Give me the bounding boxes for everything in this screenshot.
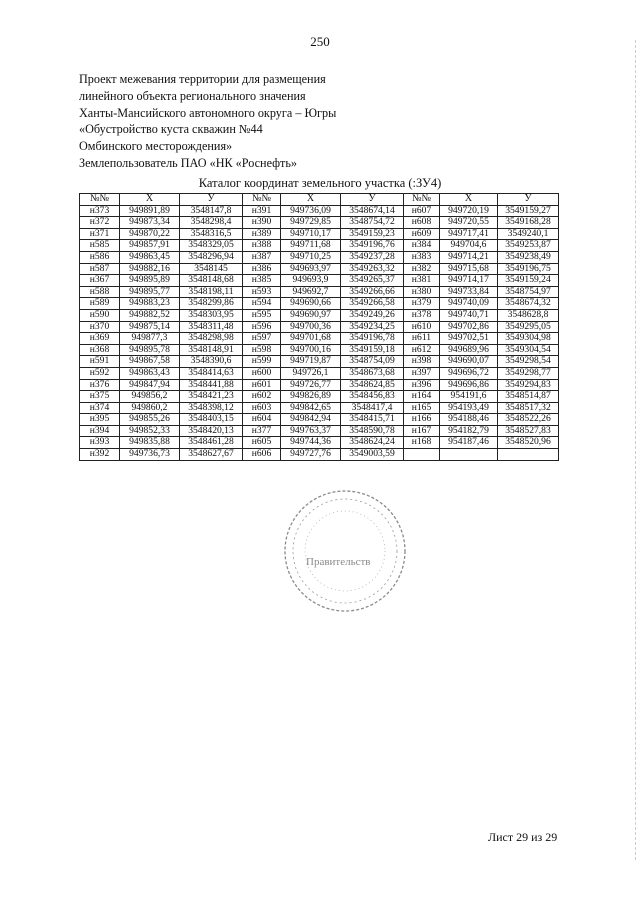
- table-cell: 3548624,24: [341, 437, 404, 449]
- table-cell: 3548421,23: [180, 391, 243, 403]
- table-cell: 949690,07: [440, 356, 498, 368]
- table-cell: 3549159,23: [341, 228, 404, 240]
- table-cell: 949883,23: [120, 298, 180, 310]
- table-cell: н370: [80, 321, 120, 333]
- table-cell: н381: [404, 275, 440, 287]
- table-cell: [498, 449, 559, 461]
- table-cell: н377: [243, 425, 281, 437]
- table-cell: 949857,91: [120, 240, 180, 252]
- table-cell: 3549266,66: [341, 286, 404, 298]
- table-cell: 949863,43: [120, 367, 180, 379]
- table-cell: н380: [404, 286, 440, 298]
- table-row: [80, 251, 559, 263]
- table-cell: 949726,1: [281, 367, 341, 379]
- table-cell: 949696,72: [440, 367, 498, 379]
- table-cell: н610: [404, 321, 440, 333]
- table-cell: 949895,78: [120, 344, 180, 356]
- table-cell: н168: [404, 437, 440, 449]
- table-cell: н602: [243, 391, 281, 403]
- table-cell: 3549196,75: [498, 263, 559, 275]
- table-cell: 949891,89: [120, 205, 180, 217]
- table-cell: 949842,94: [281, 414, 341, 426]
- table-cell: 3548674,32: [498, 298, 559, 310]
- table-cell: н612: [404, 344, 440, 356]
- table-cell: 949855,26: [120, 414, 180, 426]
- table-cell: 3549159,24: [498, 275, 559, 287]
- table-cell: 949882,16: [120, 263, 180, 275]
- table-cell: 3548303,95: [180, 309, 243, 321]
- table-cell: 3548754,09: [341, 356, 404, 368]
- table-cell: 3549266,58: [341, 298, 404, 310]
- seal-text: Правительств: [306, 556, 371, 568]
- table-cell: н389: [243, 228, 281, 240]
- table-cell: 3548390,6: [180, 356, 243, 368]
- table-cell: 949736,09: [281, 205, 341, 217]
- table-cell: 3548527,83: [498, 425, 559, 437]
- table-cell: 949710,25: [281, 251, 341, 263]
- table-cell: н166: [404, 414, 440, 426]
- table-cell: 3548148,91: [180, 344, 243, 356]
- table-cell: н165: [404, 402, 440, 414]
- table-cell: н379: [404, 298, 440, 310]
- table-cell: 954187,46: [440, 437, 498, 449]
- table-cell: 949720,19: [440, 205, 498, 217]
- table-cell: н590: [80, 309, 120, 321]
- table-cell: 3548456,83: [341, 391, 404, 403]
- table-cell: 3549294,83: [498, 379, 559, 391]
- table-cell: н393: [80, 437, 120, 449]
- table-caption: Каталог координат земельного участка (:ЗУ4): [198, 176, 442, 190]
- table-cell: н592: [80, 367, 120, 379]
- table-cell: 3548148,68: [180, 275, 243, 287]
- table-cell: 3549249,26: [341, 309, 404, 321]
- table-cell: 954191,6: [440, 391, 498, 403]
- table-cell: 3549253,87: [498, 240, 559, 252]
- table-cell: 949860,2: [120, 402, 180, 414]
- header-line: Омбинского месторождения»: [79, 139, 233, 154]
- table-row: [80, 240, 559, 252]
- table-cell: н372: [80, 217, 120, 229]
- table-cell: 3549003,59: [341, 449, 404, 461]
- table-body: [80, 205, 559, 460]
- table-cell: н600: [243, 367, 281, 379]
- table-cell: 3548415,71: [341, 414, 404, 426]
- page-edge-line: [634, 40, 636, 860]
- table-cell: 949863,45: [120, 251, 180, 263]
- table-cell: 949852,33: [120, 425, 180, 437]
- sheet-label: Лист 29 из 29: [488, 830, 558, 844]
- table-cell: 3548147,8: [180, 205, 243, 217]
- coordinates-table: [79, 193, 559, 461]
- table-cell: 3549196,78: [341, 333, 404, 345]
- table-cell: 3548299,86: [180, 298, 243, 310]
- header-line: Ханты-Мансийского автономного округа – Югры: [79, 105, 337, 120]
- table-cell: 949895,89: [120, 275, 180, 287]
- table-row: [80, 333, 559, 345]
- table-cell: 949835,88: [120, 437, 180, 449]
- table-row: [80, 379, 559, 391]
- seal-stamp: [280, 486, 410, 616]
- table-cell: н596: [243, 321, 281, 333]
- table-cell: 3549168,28: [498, 217, 559, 229]
- table-cell: 949877,3: [120, 333, 180, 345]
- table-cell: 949711,68: [281, 240, 341, 252]
- table-cell: 3548145: [180, 263, 243, 275]
- table-cell: н591: [80, 356, 120, 368]
- table-cell: 954193,49: [440, 402, 498, 414]
- table-cell: 3548754,72: [341, 217, 404, 229]
- table-cell: 3548417,4: [341, 402, 404, 414]
- table-cell: н395: [80, 414, 120, 426]
- table-cell: 3548674,14: [341, 205, 404, 217]
- table-cell: 3548414,63: [180, 367, 243, 379]
- header-line: Проект межевания территории для размещения: [79, 72, 326, 86]
- table-cell: н586: [80, 251, 120, 263]
- table-cell: н593: [243, 286, 281, 298]
- table-cell: н608: [404, 217, 440, 229]
- table-cell: н373: [80, 205, 120, 217]
- page-number: 250: [310, 34, 330, 49]
- table-cell: н371: [80, 228, 120, 240]
- table-cell: н386: [243, 263, 281, 275]
- table-cell: 3549304,98: [498, 333, 559, 345]
- table-cell: 3548441,88: [180, 379, 243, 391]
- table-cell: 3548627,67: [180, 449, 243, 461]
- table-cell: 3549298,54: [498, 356, 559, 368]
- table-cell: н368: [80, 344, 120, 356]
- table-row: [80, 414, 559, 426]
- table-cell: н398: [404, 356, 440, 368]
- table-cell: 3548298,4: [180, 217, 243, 229]
- table-cell: 949727,76: [281, 449, 341, 461]
- table-cell: н587: [80, 263, 120, 275]
- table-cell: 3549263,32: [341, 263, 404, 275]
- table-cell: н384: [404, 240, 440, 252]
- table-cell: 3549159,27: [498, 205, 559, 217]
- table-row: [80, 402, 559, 414]
- table-cell: 3549234,25: [341, 321, 404, 333]
- table-cell: н595: [243, 309, 281, 321]
- table-row: [80, 425, 559, 437]
- table-cell: н605: [243, 437, 281, 449]
- table-row: [80, 205, 559, 217]
- table-row: [80, 344, 559, 356]
- column-header: У: [180, 194, 243, 206]
- column-header: №№: [80, 194, 120, 206]
- table-cell: н383: [404, 251, 440, 263]
- table-cell: 3548522,26: [498, 414, 559, 426]
- table-row: [80, 286, 559, 298]
- table-cell: н387: [243, 251, 281, 263]
- table-row: [80, 449, 559, 461]
- table-cell: 949763,37: [281, 425, 341, 437]
- column-header: У: [498, 194, 559, 206]
- table-cell: н388: [243, 240, 281, 252]
- table-row: [80, 356, 559, 368]
- table-cell: 949867,58: [120, 356, 180, 368]
- table-cell: 949740,09: [440, 298, 498, 310]
- project-header: [79, 71, 499, 172]
- header-line: линейного объекта регионального значения: [79, 88, 306, 103]
- table-cell: н607: [404, 205, 440, 217]
- column-header: №№: [243, 194, 281, 206]
- table-cell: 949842,65: [281, 402, 341, 414]
- table-cell: 3548624,85: [341, 379, 404, 391]
- table-cell: 949873,34: [120, 217, 180, 229]
- column-header: X: [120, 194, 180, 206]
- table-cell: 954188,46: [440, 414, 498, 426]
- table-cell: 949726,77: [281, 379, 341, 391]
- table-cell: 949690,66: [281, 298, 341, 310]
- table-cell: н390: [243, 217, 281, 229]
- table-cell: 3549237,28: [341, 251, 404, 263]
- table-cell: 3549196,76: [341, 240, 404, 252]
- table-cell: 949690,97: [281, 309, 341, 321]
- table-cell: 3548298,98: [180, 333, 243, 345]
- table-cell: н375: [80, 391, 120, 403]
- table-cell: н374: [80, 402, 120, 414]
- table-cell: 3548316,5: [180, 228, 243, 240]
- table-cell: н589: [80, 298, 120, 310]
- table-cell: н585: [80, 240, 120, 252]
- table-cell: 949715,68: [440, 263, 498, 275]
- column-header: У: [341, 194, 404, 206]
- table-cell: н378: [404, 309, 440, 321]
- table-cell: н397: [404, 367, 440, 379]
- table-cell: 949826,89: [281, 391, 341, 403]
- table-cell: 949882,52: [120, 309, 180, 321]
- table-cell: 3548420,13: [180, 425, 243, 437]
- table-cell: 3548398,12: [180, 402, 243, 414]
- table-cell: н164: [404, 391, 440, 403]
- table-row: [80, 228, 559, 240]
- table-cell: н396: [404, 379, 440, 391]
- table-cell: н597: [243, 333, 281, 345]
- table-cell: 3549295,05: [498, 321, 559, 333]
- table-cell: 3548403,15: [180, 414, 243, 426]
- header-line: «Обустройство куста скважин №44: [79, 122, 263, 137]
- table-row: [80, 275, 559, 287]
- table-row: [80, 437, 559, 449]
- table-cell: 949696,86: [440, 379, 498, 391]
- table-cell: 3549265,37: [341, 275, 404, 287]
- table-cell: н606: [243, 449, 281, 461]
- table-cell: 949744,36: [281, 437, 341, 449]
- header-line: Землепользователь ПАО «НК «Роснефть»: [79, 155, 298, 170]
- table-cell: 3548590,78: [341, 425, 404, 437]
- table-cell: н604: [243, 414, 281, 426]
- table-cell: 3548296,94: [180, 251, 243, 263]
- table-row: [80, 298, 559, 310]
- table-header-row: [80, 194, 559, 206]
- table-cell: 3548198,11: [180, 286, 243, 298]
- table-cell: 3548628,8: [498, 309, 559, 321]
- table-cell: 949847,94: [120, 379, 180, 391]
- table-cell: 3548517,32: [498, 402, 559, 414]
- table-cell: 949693,9: [281, 275, 341, 287]
- table-cell: 949702,86: [440, 321, 498, 333]
- column-header: X: [281, 194, 341, 206]
- table-cell: 3548311,48: [180, 321, 243, 333]
- table-cell: н392: [80, 449, 120, 461]
- table-cell: 949704,6: [440, 240, 498, 252]
- table-cell: 949733,84: [440, 286, 498, 298]
- table-cell: н376: [80, 379, 120, 391]
- table-cell: н603: [243, 402, 281, 414]
- table-cell: 949702,51: [440, 333, 498, 345]
- table-cell: н385: [243, 275, 281, 287]
- table-cell: н369: [80, 333, 120, 345]
- table-cell: 949895,77: [120, 286, 180, 298]
- table-cell: 3549240,1: [498, 228, 559, 240]
- table-cell: н611: [404, 333, 440, 345]
- table-cell: н599: [243, 356, 281, 368]
- table-cell: 3549298,77: [498, 367, 559, 379]
- table-cell: 3548461,28: [180, 437, 243, 449]
- table-cell: 3548754,97: [498, 286, 559, 298]
- table-cell: н601: [243, 379, 281, 391]
- table-cell: н382: [404, 263, 440, 275]
- table-cell: н594: [243, 298, 281, 310]
- table-cell: [404, 449, 440, 461]
- table-cell: 949701,68: [281, 333, 341, 345]
- table-row: [80, 263, 559, 275]
- table-cell: 949693,97: [281, 263, 341, 275]
- table-cell: 949736,73: [120, 449, 180, 461]
- table-cell: 949729,85: [281, 217, 341, 229]
- table-cell: 949740,71: [440, 309, 498, 321]
- table-cell: н609: [404, 228, 440, 240]
- table-cell: н391: [243, 205, 281, 217]
- table-row: [80, 309, 559, 321]
- table-cell: 949689,96: [440, 344, 498, 356]
- table-row: [80, 217, 559, 229]
- table-cell: 949870,22: [120, 228, 180, 240]
- table-cell: 3549238,49: [498, 251, 559, 263]
- table-cell: 949717,41: [440, 228, 498, 240]
- table-cell: 949710,17: [281, 228, 341, 240]
- table-cell: 949714,17: [440, 275, 498, 287]
- table-cell: 949700,36: [281, 321, 341, 333]
- table-cell: н394: [80, 425, 120, 437]
- table-cell: [440, 449, 498, 461]
- column-header: №№: [404, 194, 440, 206]
- table-cell: н367: [80, 275, 120, 287]
- table-cell: 949719,87: [281, 356, 341, 368]
- table-cell: 949720,55: [440, 217, 498, 229]
- table-cell: 3548329,05: [180, 240, 243, 252]
- column-header: X: [440, 194, 498, 206]
- table-cell: н167: [404, 425, 440, 437]
- table-cell: 949692,7: [281, 286, 341, 298]
- table-cell: н598: [243, 344, 281, 356]
- table-cell: 3549159,18: [341, 344, 404, 356]
- table-cell: н588: [80, 286, 120, 298]
- table-cell: 3549304,54: [498, 344, 559, 356]
- table-cell: 949875,14: [120, 321, 180, 333]
- table-cell: 3548520,96: [498, 437, 559, 449]
- table-row: [80, 391, 559, 403]
- table-cell: 954182,79: [440, 425, 498, 437]
- table-cell: 3548673,68: [341, 367, 404, 379]
- table-cell: 949714,21: [440, 251, 498, 263]
- table-cell: 3548514,87: [498, 391, 559, 403]
- table-row: [80, 321, 559, 333]
- table-cell: 949856,2: [120, 391, 180, 403]
- table-cell: 949700,16: [281, 344, 341, 356]
- table-row: [80, 367, 559, 379]
